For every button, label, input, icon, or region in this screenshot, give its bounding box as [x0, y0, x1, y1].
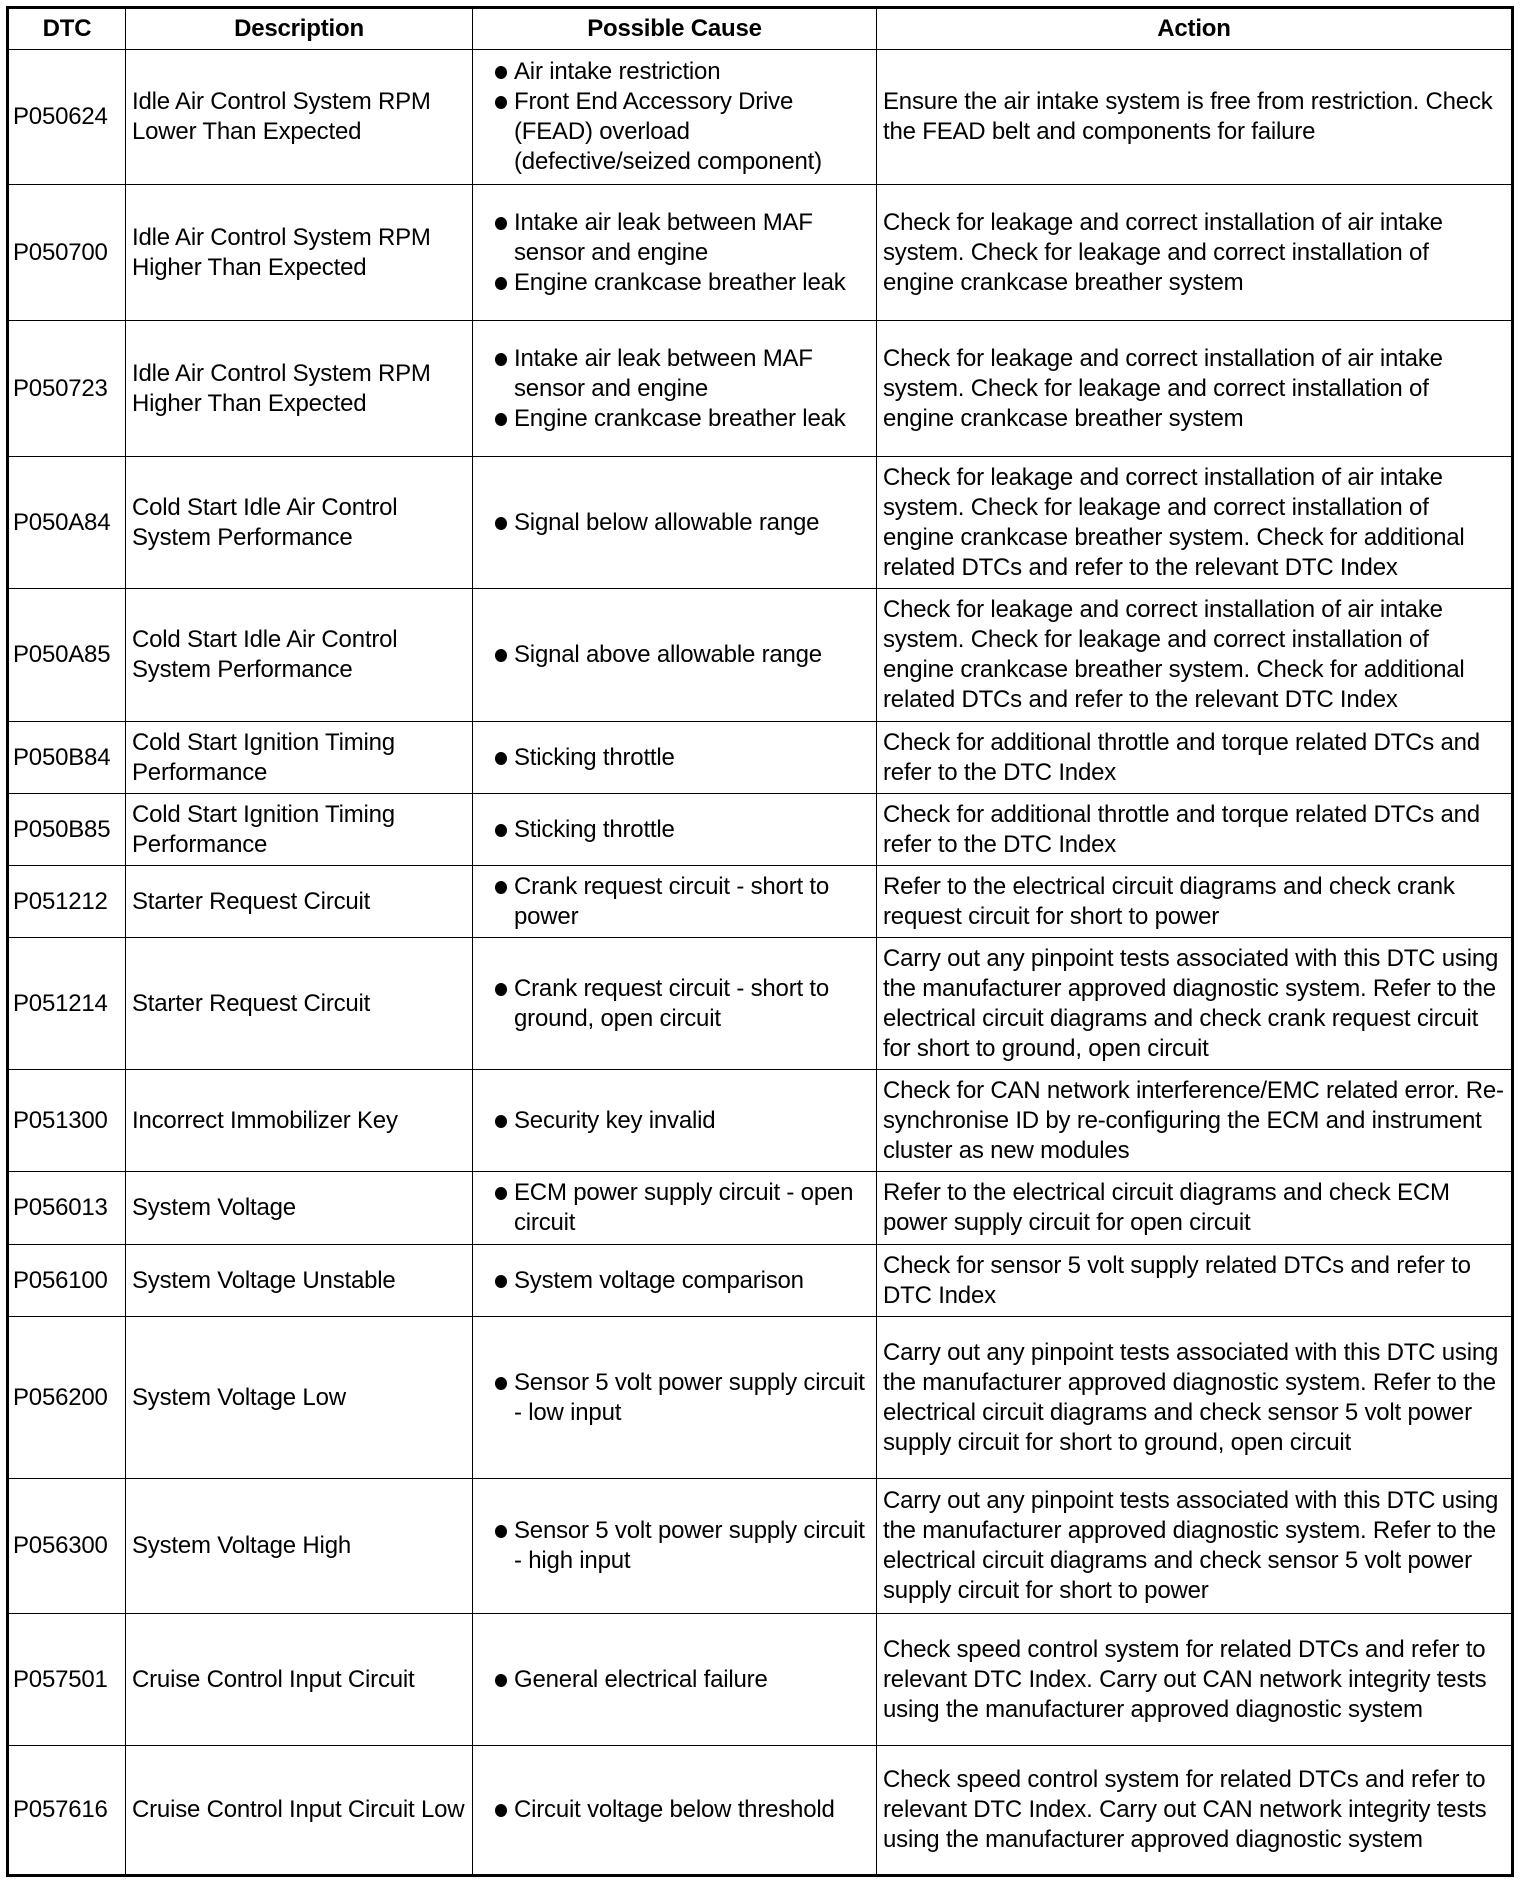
cause-item: Engine crankcase breather leak — [479, 404, 870, 434]
possible-cause-cell — [473, 1317, 877, 1479]
header-action: Action — [877, 8, 1513, 50]
action-cell: Refer to the electrical circuit diagrams and check ECM power supply circuit for open circuit — [877, 1172, 1513, 1245]
action-cell: Check for leakage and correct installation of air intake system. Check for leakage and correct installation of engine crankcase breather system. Check for additional related DTCs and refer to the relevant DTC Index — [877, 457, 1513, 589]
cause-item: Sensor 5 volt power supply circuit - high input — [479, 1516, 870, 1576]
cause-list — [479, 1795, 870, 1825]
table-row — [8, 1070, 1513, 1172]
cause-item: Sensor 5 volt power supply circuit - low input — [479, 1368, 870, 1428]
description-cell: System Voltage Low — [126, 1317, 473, 1479]
dtc-cell: P050A85 — [8, 589, 126, 722]
table-row — [8, 185, 1513, 321]
cause-list — [479, 974, 870, 1034]
action-cell: Check speed control system for related DTCs and refer to relevant DTC Index. Carry out CAN network integrity tests using the manufacturer approved diagnostic system — [877, 1746, 1513, 1876]
description-cell: Starter Request Circuit — [126, 866, 473, 938]
cause-item: Sticking throttle — [479, 815, 870, 845]
cause-list — [479, 815, 870, 845]
cause-item: ECM power supply circuit - open circuit — [479, 1178, 870, 1238]
dtc-cell: P050723 — [8, 321, 126, 457]
possible-cause-cell — [473, 722, 877, 794]
possible-cause-cell — [473, 1746, 877, 1876]
header-possible-cause: Possible Cause — [473, 8, 877, 50]
table-row — [8, 1317, 1513, 1479]
description-cell: Idle Air Control System RPM Higher Than Expected — [126, 321, 473, 457]
cause-list — [479, 1368, 870, 1428]
cause-list — [479, 1665, 870, 1695]
header-description: Description — [126, 8, 473, 50]
cause-item: Crank request circuit - short to ground, open circuit — [479, 974, 870, 1034]
dtc-cell: P056200 — [8, 1317, 126, 1479]
table-row — [8, 321, 1513, 457]
cause-item: Engine crankcase breather leak — [479, 268, 870, 298]
cause-item: Circuit voltage below threshold — [479, 1795, 870, 1825]
possible-cause-cell — [473, 1172, 877, 1245]
dtc-cell: P050B85 — [8, 794, 126, 866]
description-cell: Cruise Control Input Circuit Low — [126, 1746, 473, 1876]
action-cell: Check for leakage and correct installation of air intake system. Check for leakage and correct installation of engine crankcase breather system — [877, 185, 1513, 321]
header-row — [8, 8, 1513, 50]
cause-item: System voltage comparison — [479, 1266, 870, 1296]
dtc-cell: P050B84 — [8, 722, 126, 794]
description-cell: System Voltage High — [126, 1479, 473, 1614]
cause-item: Signal above allowable range — [479, 640, 870, 670]
cause-list — [479, 344, 870, 434]
description-cell: Cold Start Ignition Timing Performance — [126, 794, 473, 866]
dtc-cell: P051214 — [8, 938, 126, 1070]
cause-list — [479, 508, 870, 538]
table-row — [8, 1479, 1513, 1614]
description-cell: Idle Air Control System RPM Higher Than Expected — [126, 185, 473, 321]
possible-cause-cell — [473, 794, 877, 866]
cause-item: Sticking throttle — [479, 743, 870, 773]
possible-cause-cell — [473, 1479, 877, 1614]
cause-list — [479, 208, 870, 298]
dtc-cell: P051212 — [8, 866, 126, 938]
description-cell: Cruise Control Input Circuit — [126, 1614, 473, 1746]
cause-item: Air intake restriction — [479, 57, 870, 87]
possible-cause-cell — [473, 50, 877, 185]
action-cell: Check speed control system for related DTCs and refer to relevant DTC Index. Carry out CAN network integrity tests using the manufacturer approved diagnostic system — [877, 1614, 1513, 1746]
description-cell: Incorrect Immobilizer Key — [126, 1070, 473, 1172]
possible-cause-cell — [473, 589, 877, 722]
action-cell: Carry out any pinpoint tests associated with this DTC using the manufacturer approved diagnostic system. Refer to the electrical circuit diagrams and check crank request circuit for short to ground, open circuit — [877, 938, 1513, 1070]
action-cell: Check for CAN network interference/EMC related error. Re-synchronise ID by re-configuring the ECM and instrument cluster as new modules — [877, 1070, 1513, 1172]
possible-cause-cell — [473, 321, 877, 457]
description-cell: System Voltage — [126, 1172, 473, 1245]
cause-list — [479, 1106, 870, 1136]
action-cell: Refer to the electrical circuit diagrams and check crank request circuit for short to power — [877, 866, 1513, 938]
possible-cause-cell — [473, 1614, 877, 1746]
table-row — [8, 1245, 1513, 1317]
cause-item: Crank request circuit - short to power — [479, 872, 870, 932]
description-cell: Cold Start Ignition Timing Performance — [126, 722, 473, 794]
table-row — [8, 722, 1513, 794]
description-cell: Cold Start Idle Air Control System Performance — [126, 457, 473, 589]
table-row — [8, 866, 1513, 938]
dtc-cell: P056100 — [8, 1245, 126, 1317]
possible-cause-cell — [473, 866, 877, 938]
dtc-cell: P057616 — [8, 1746, 126, 1876]
possible-cause-cell — [473, 1070, 877, 1172]
action-cell: Ensure the air intake system is free from restriction. Check the FEAD belt and components for failure — [877, 50, 1513, 185]
cause-item: Security key invalid — [479, 1106, 870, 1136]
table-row — [8, 1614, 1513, 1746]
action-cell: Check for leakage and correct installation of air intake system. Check for leakage and correct installation of engine crankcase breather system. Check for additional related DTCs and refer to the relevant DTC Index — [877, 589, 1513, 722]
dtc-cell: P057501 — [8, 1614, 126, 1746]
cause-item: Intake air leak between MAF sensor and engine — [479, 208, 870, 268]
possible-cause-cell — [473, 938, 877, 1070]
cause-item: Intake air leak between MAF sensor and engine — [479, 344, 870, 404]
description-cell: Idle Air Control System RPM Lower Than Expected — [126, 50, 473, 185]
table-row — [8, 589, 1513, 722]
action-cell: Check for leakage and correct installation of air intake system. Check for leakage and correct installation of engine crankcase breather system — [877, 321, 1513, 457]
action-cell: Check for additional throttle and torque related DTCs and refer to the DTC Index — [877, 722, 1513, 794]
action-cell: Carry out any pinpoint tests associated with this DTC using the manufacturer approved diagnostic system. Refer to the electrical circuit diagrams and check sensor 5 volt power supply circuit for short to power — [877, 1479, 1513, 1614]
possible-cause-cell — [473, 185, 877, 321]
table-row — [8, 1172, 1513, 1245]
action-cell: Check for sensor 5 volt supply related DTCs and refer to DTC Index — [877, 1245, 1513, 1317]
cause-item: Signal below allowable range — [479, 508, 870, 538]
table-row — [8, 50, 1513, 185]
table-row — [8, 457, 1513, 589]
cause-list — [479, 1178, 870, 1238]
dtc-cell: P050624 — [8, 50, 126, 185]
header-dtc: DTC — [8, 8, 126, 50]
cause-list — [479, 743, 870, 773]
cause-list — [479, 872, 870, 932]
cause-list — [479, 1266, 870, 1296]
action-cell: Carry out any pinpoint tests associated with this DTC using the manufacturer approved diagnostic system. Refer to the electrical circuit diagrams and check sensor 5 volt power supply circuit for short to ground, open circuit — [877, 1317, 1513, 1479]
cause-item: Front End Accessory Drive (FEAD) overload (defective/seized component) — [479, 87, 870, 177]
table-row — [8, 938, 1513, 1070]
dtc-cell: P050A84 — [8, 457, 126, 589]
dtc-table — [6, 6, 1514, 1877]
cause-list — [479, 57, 870, 177]
table-row — [8, 1746, 1513, 1876]
description-cell: System Voltage Unstable — [126, 1245, 473, 1317]
possible-cause-cell — [473, 1245, 877, 1317]
cause-list — [479, 1516, 870, 1576]
dtc-cell: P050700 — [8, 185, 126, 321]
cause-list — [479, 640, 870, 670]
table-row — [8, 794, 1513, 866]
possible-cause-cell — [473, 457, 877, 589]
description-cell: Starter Request Circuit — [126, 938, 473, 1070]
description-cell: Cold Start Idle Air Control System Performance — [126, 589, 473, 722]
cause-item: General electrical failure — [479, 1665, 870, 1695]
dtc-cell: P056013 — [8, 1172, 126, 1245]
action-cell: Check for additional throttle and torque related DTCs and refer to the DTC Index — [877, 794, 1513, 866]
dtc-cell: P056300 — [8, 1479, 126, 1614]
dtc-cell: P051300 — [8, 1070, 126, 1172]
